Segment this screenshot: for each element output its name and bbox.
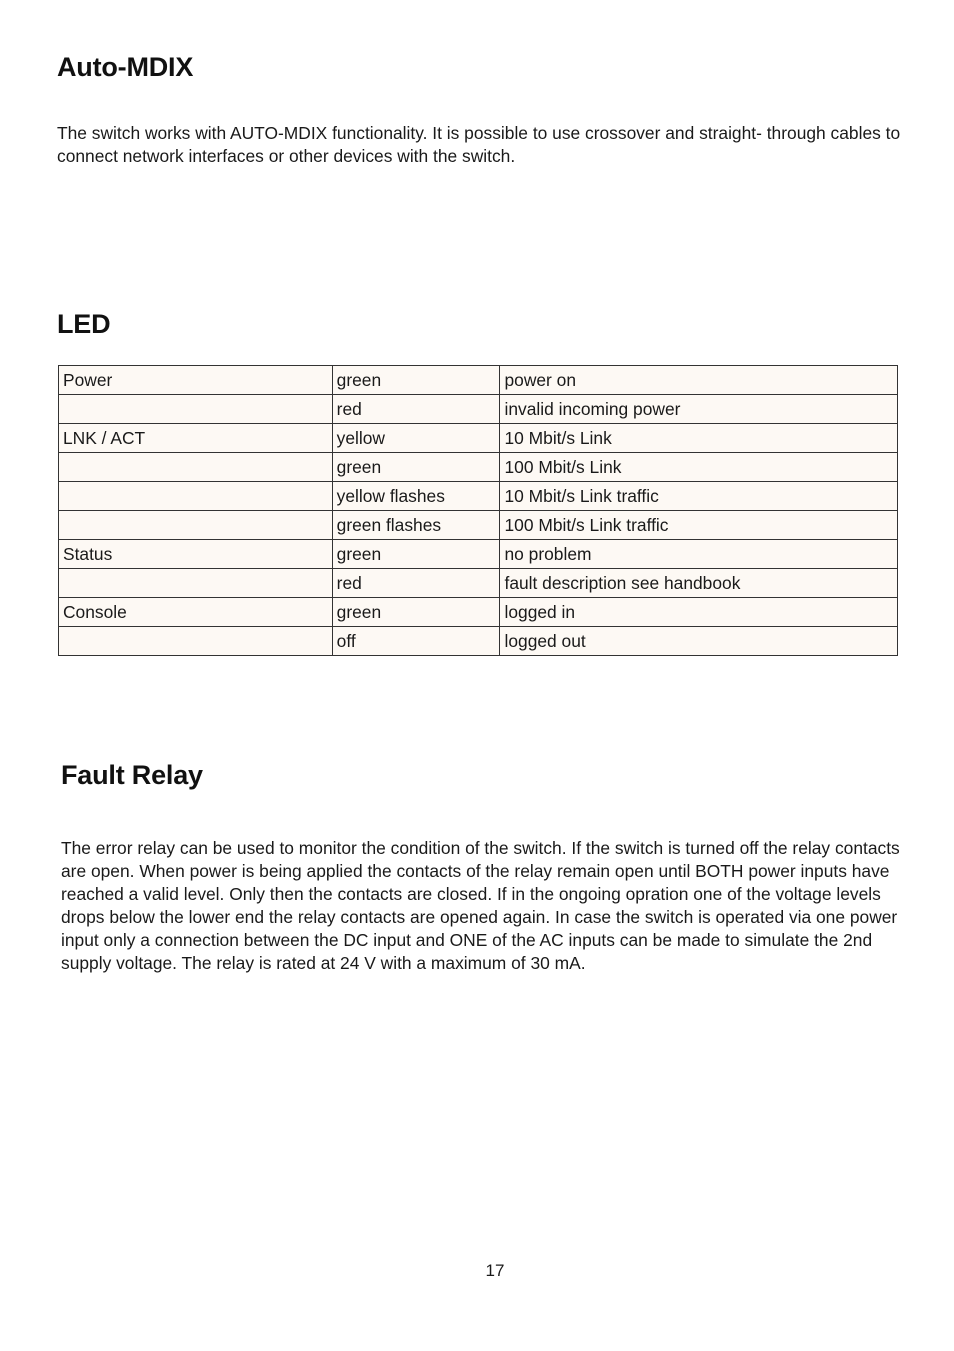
led-item-cell: LNK / ACT: [59, 424, 333, 453]
led-color-cell: green flashes: [332, 511, 500, 540]
led-color-cell: green: [332, 540, 500, 569]
led-item-cell: [59, 569, 333, 598]
led-item-cell: Console: [59, 598, 333, 627]
led-item-cell: [59, 395, 333, 424]
table-row: [59, 569, 898, 598]
table-row: [59, 598, 898, 627]
led-meaning-cell: 10 Mbit/s Link traffic: [500, 482, 898, 511]
led-color-cell: green: [332, 366, 500, 395]
led-meaning-cell: fault description see handbook: [500, 569, 898, 598]
led-color-cell: red: [332, 395, 500, 424]
led-color-cell: yellow flashes: [332, 482, 500, 511]
table-row: [59, 395, 898, 424]
led-meaning-cell: no problem: [500, 540, 898, 569]
led-meaning-cell: power on: [500, 366, 898, 395]
led-item-cell: [59, 453, 333, 482]
section-title-fault-relay: Fault Relay: [61, 760, 203, 790]
led-item-cell: [59, 511, 333, 540]
table-row: [59, 453, 898, 482]
led-table: [58, 365, 898, 656]
fault-relay-paragraph: The error relay can be used to monitor the condition of the switch. If the switch is turned off the relay contacts are open. When power is being applied the contacts of the relay remain open until BOTH power inputs have reached a valid level. Only then the contacts are closed. If in the ongoing opration one of the voltage levels drops below the lower end the relay contacts are opened again. In case the switch is operated via one power input only a connection between the DC input and ONE of the AC inputs can be made to simulate the 2nd supply voltage. The relay is rated at 24 V with a maximum of 30 mA.: [61, 838, 900, 973]
auto-mdix-paragraph: The switch works with AUTO-MDIX functionality. It is possible to use crossover and straight- through cables to connect network interfaces or other devices with the switch.: [57, 123, 901, 166]
led-color-cell: green: [332, 598, 500, 627]
led-meaning-cell: 100 Mbit/s Link: [500, 453, 898, 482]
section-title-led: LED: [57, 309, 111, 339]
section-title-auto-mdix: Auto-MDIX: [57, 52, 194, 82]
led-color-cell: off: [332, 627, 500, 656]
table-row: [59, 424, 898, 453]
table-row: [59, 511, 898, 540]
led-meaning-cell: invalid incoming power: [500, 395, 898, 424]
led-meaning-cell: 10 Mbit/s Link: [500, 424, 898, 453]
table-row: [59, 627, 898, 656]
led-item-cell: [59, 482, 333, 511]
led-meaning-cell: 100 Mbit/s Link traffic: [500, 511, 898, 540]
led-meaning-cell: logged out: [500, 627, 898, 656]
table-row: [59, 366, 898, 395]
led-item-cell: Power: [59, 366, 333, 395]
led-color-cell: red: [332, 569, 500, 598]
table-row: [59, 482, 898, 511]
led-meaning-cell: logged in: [500, 598, 898, 627]
led-color-cell: yellow: [332, 424, 500, 453]
led-item-cell: Status: [59, 540, 333, 569]
page-number: 17: [485, 1261, 505, 1280]
table-row: [59, 540, 898, 569]
led-color-cell: green: [332, 453, 500, 482]
led-item-cell: [59, 627, 333, 656]
